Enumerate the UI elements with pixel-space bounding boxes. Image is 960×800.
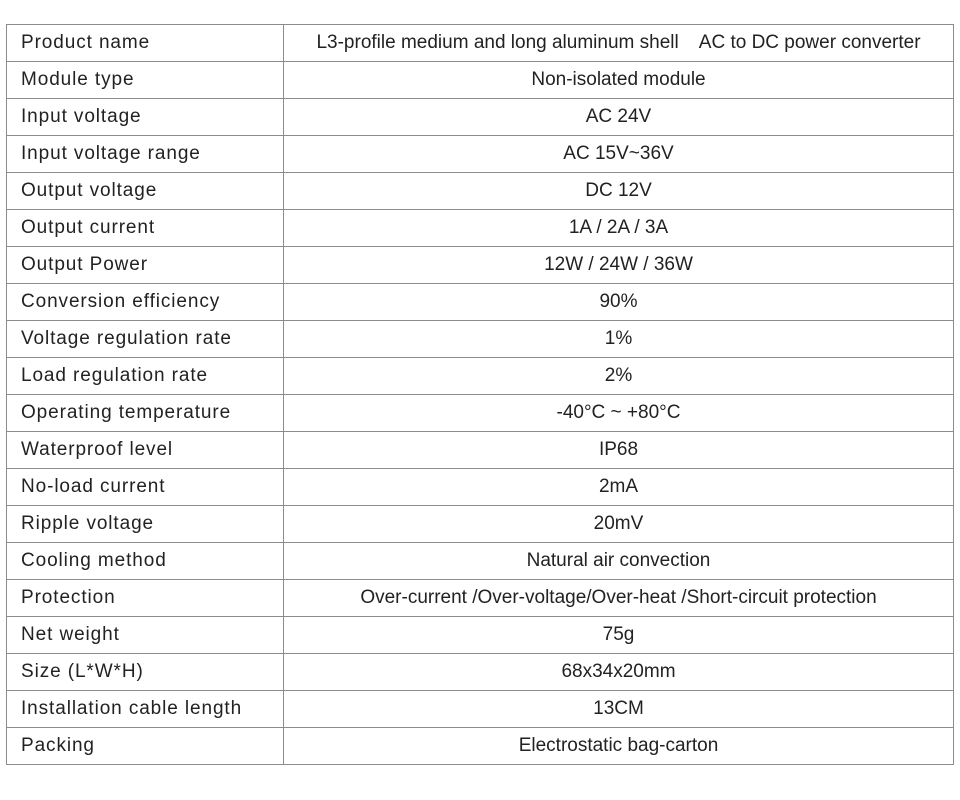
row-label: Conversion efficiency — [7, 284, 284, 321]
table-row — [7, 321, 954, 358]
row-value: L3-profile medium and long aluminum shell AC to DC power converter — [284, 25, 954, 62]
table-row — [7, 469, 954, 506]
spec-table — [6, 24, 954, 765]
row-value: 12W / 24W / 36W — [284, 247, 954, 284]
table-row — [7, 358, 954, 395]
table-row — [7, 395, 954, 432]
table-row — [7, 691, 954, 728]
table-row — [7, 136, 954, 173]
row-value: AC 15V~36V — [284, 136, 954, 173]
row-label: Module type — [7, 62, 284, 99]
row-label: Packing — [7, 728, 284, 765]
row-value: 13CM — [284, 691, 954, 728]
row-value: 1% — [284, 321, 954, 358]
table-row — [7, 506, 954, 543]
row-label: Output current — [7, 210, 284, 247]
row-label: Input voltage — [7, 99, 284, 136]
row-value: Over-current /Over-voltage/Over-heat /Short-circuit protection — [284, 580, 954, 617]
table-row — [7, 284, 954, 321]
row-value: Non-isolated module — [284, 62, 954, 99]
table-row — [7, 617, 954, 654]
row-label: Net weight — [7, 617, 284, 654]
row-value: 68x34x20mm — [284, 654, 954, 691]
table-row — [7, 543, 954, 580]
row-value: Electrostatic bag-carton — [284, 728, 954, 765]
table-row — [7, 728, 954, 765]
row-label: Input voltage range — [7, 136, 284, 173]
table-row — [7, 210, 954, 247]
row-value: 90% — [284, 284, 954, 321]
spec-table-body — [7, 25, 954, 765]
row-value: IP68 — [284, 432, 954, 469]
row-label: Installation cable length — [7, 691, 284, 728]
row-value: 1A / 2A / 3A — [284, 210, 954, 247]
row-label: Operating temperature — [7, 395, 284, 432]
row-label: No-load current — [7, 469, 284, 506]
row-label: Product name — [7, 25, 284, 62]
row-label: Protection — [7, 580, 284, 617]
row-label: Ripple voltage — [7, 506, 284, 543]
row-value: -40°C ~ +80°C — [284, 395, 954, 432]
table-row — [7, 432, 954, 469]
row-value: 2mA — [284, 469, 954, 506]
row-label: Cooling method — [7, 543, 284, 580]
row-label: Output voltage — [7, 173, 284, 210]
row-value: DC 12V — [284, 173, 954, 210]
table-row — [7, 173, 954, 210]
row-value: Natural air convection — [284, 543, 954, 580]
table-row — [7, 99, 954, 136]
table-row — [7, 62, 954, 99]
row-value: 20mV — [284, 506, 954, 543]
row-label: Size (L*W*H) — [7, 654, 284, 691]
row-value: 75g — [284, 617, 954, 654]
row-value: 2% — [284, 358, 954, 395]
row-value: AC 24V — [284, 99, 954, 136]
table-row — [7, 654, 954, 691]
table-row — [7, 580, 954, 617]
row-label: Load regulation rate — [7, 358, 284, 395]
row-label: Voltage regulation rate — [7, 321, 284, 358]
table-row — [7, 25, 954, 62]
row-label: Output Power — [7, 247, 284, 284]
table-row — [7, 247, 954, 284]
row-label: Waterproof level — [7, 432, 284, 469]
